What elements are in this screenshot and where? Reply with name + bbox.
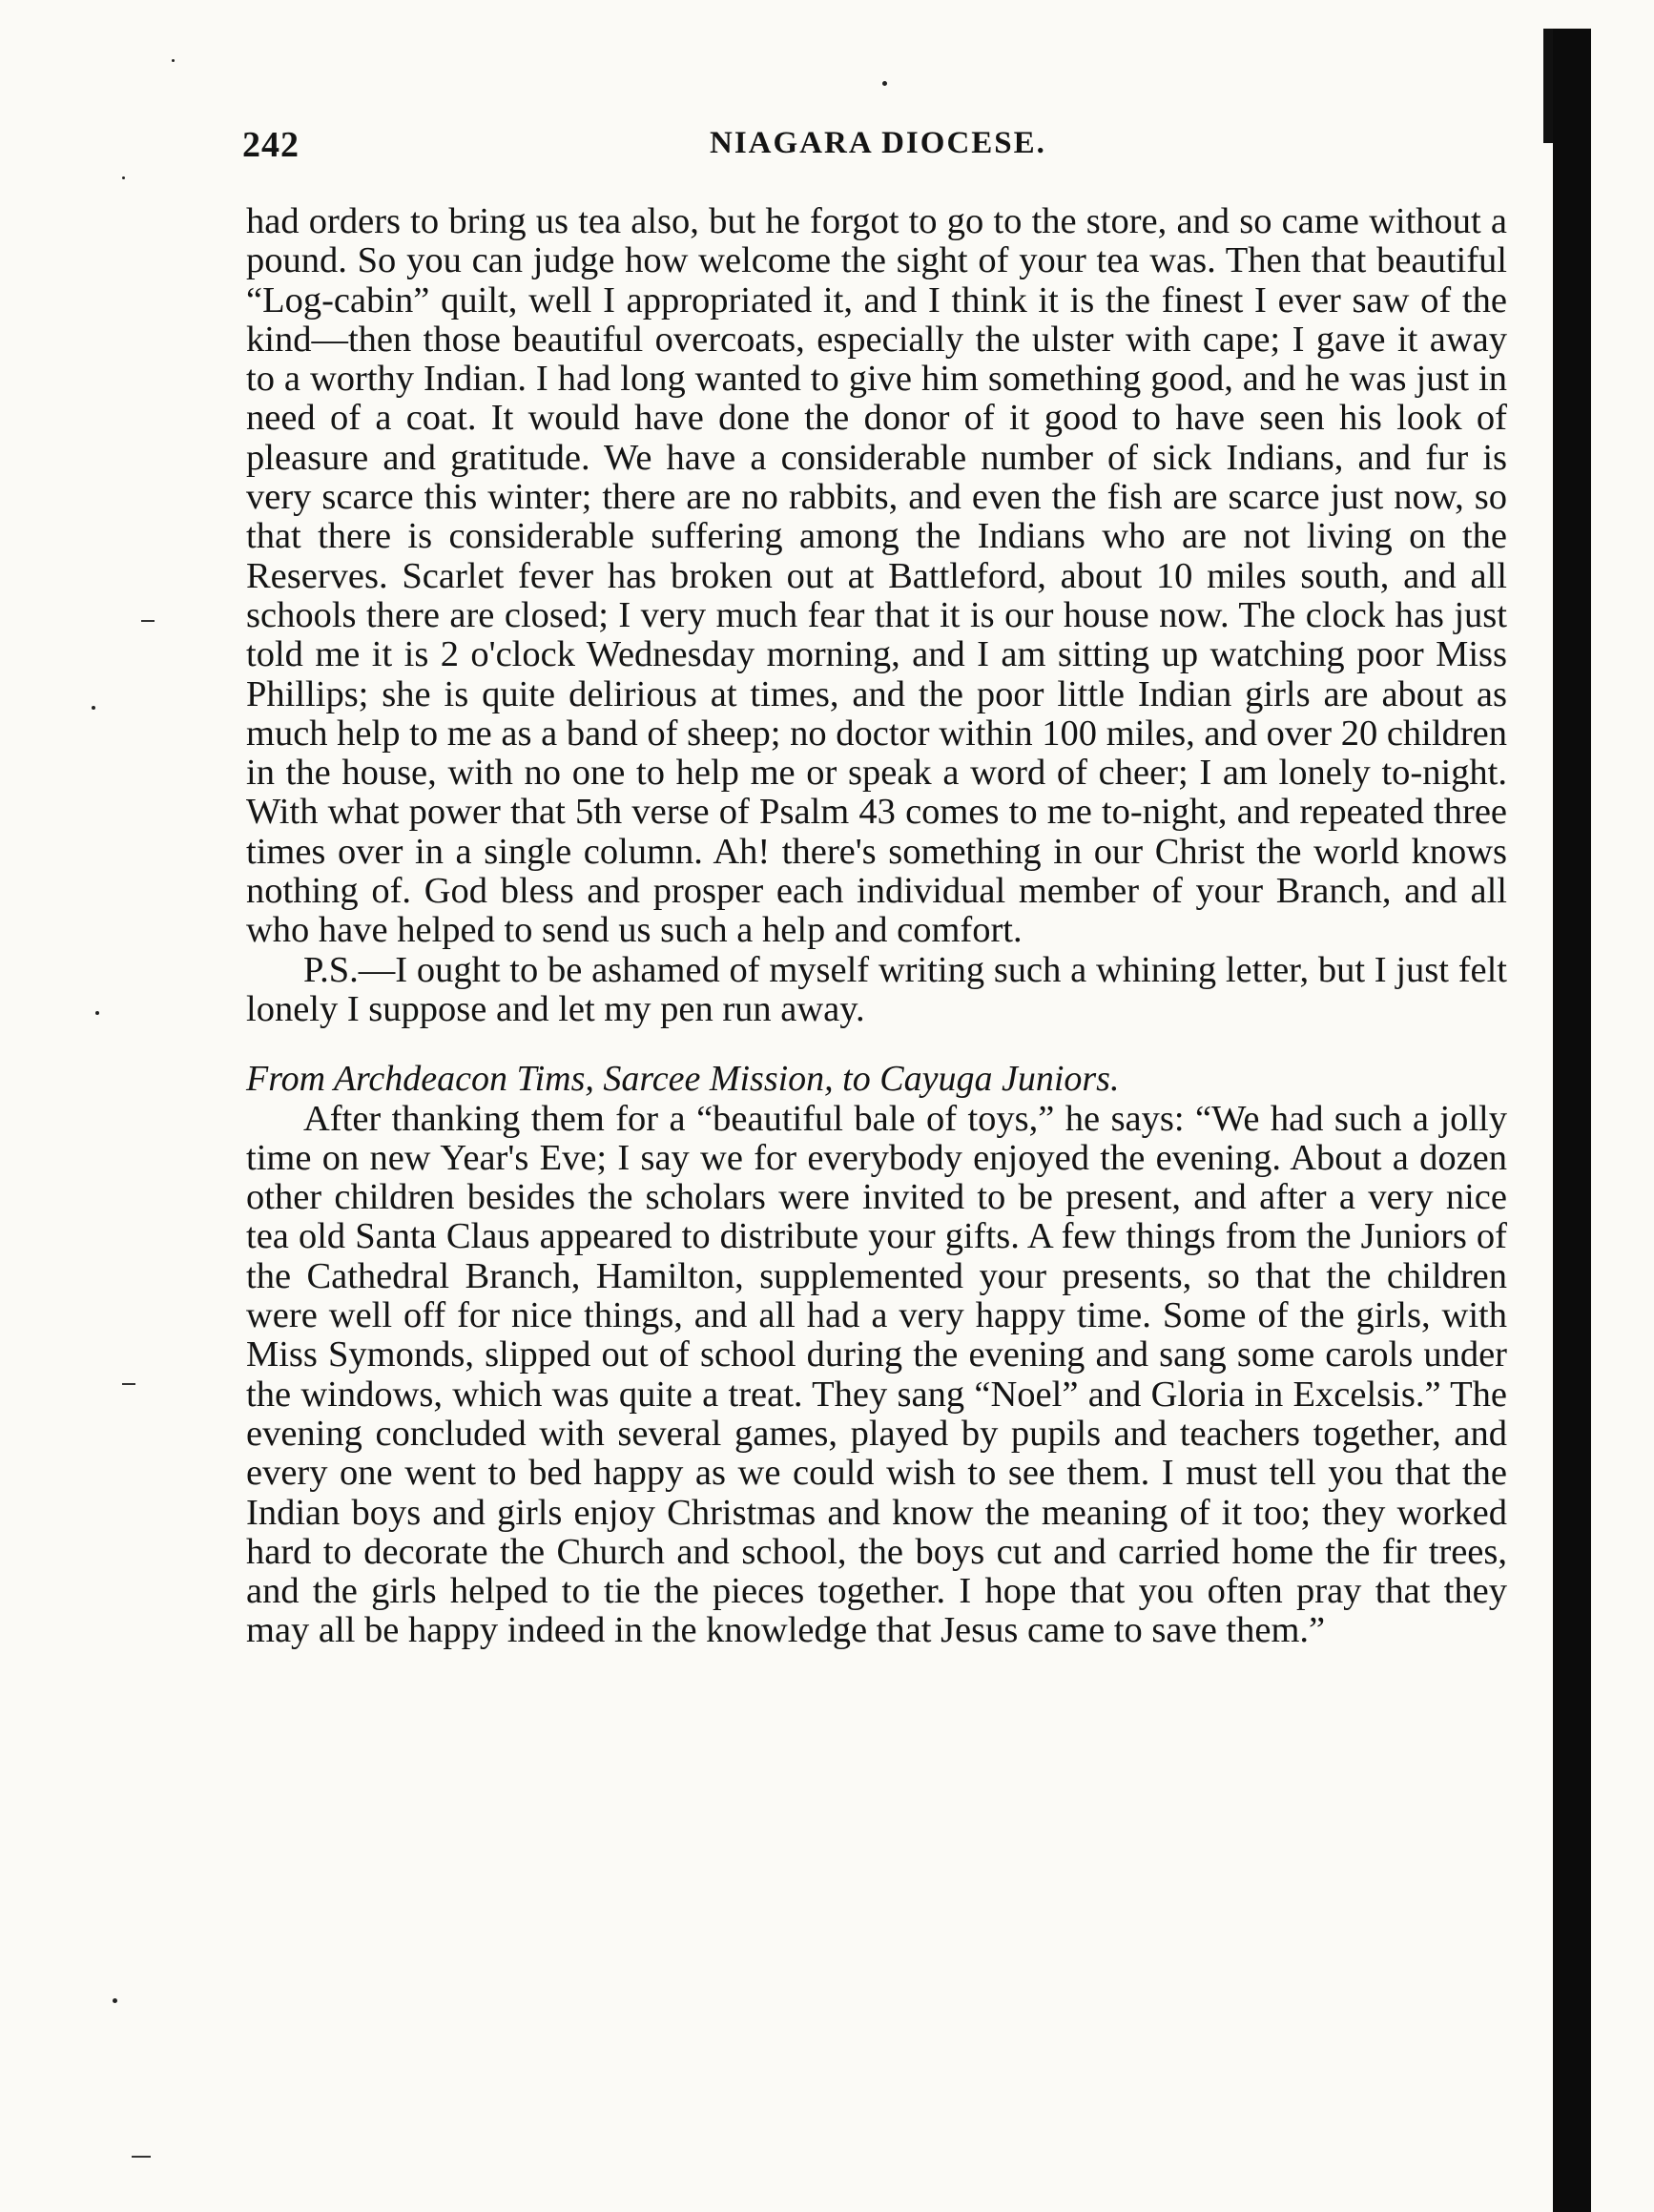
scan-mark [141,620,155,622]
page-number: 242 [242,125,300,165]
page-body [246,202,1507,1651]
scan-mark [122,1383,135,1385]
scan-mark [132,2156,151,2158]
letter-postscript: P.S.—I ought to be ashamed of myself writing such a whining letter, but I just felt lonely I suppose and let my pen run away. [246,949,1507,1029]
scan-speck [882,81,887,86]
scan-speck [122,176,125,179]
running-title: NIAGARA DIOCESE. [710,126,1046,160]
scan-speck [92,706,95,710]
letter-paragraph: had orders to bring us tea also, but he forgot to go to the store, and so came without a pound. So you can judge how welcome the sight of your tea was. Then that beautiful “Log-cabin” quilt, well I appropriated it, and I think it is the finest I ever saw of the kind—then those beautiful overcoats, especially the ulster with cape; I gave it away to a worthy Indian. I had long wanted to give him something good, and he was just in need of a coat. It would have done the donor of it good to have seen his look of pleasure and gratitude. We have a considerable number of sick Indians, and fur is very scarce this winter; there are no rabbits, and even the fish are scarce just now, so that there is considerable suffering among the Indians who are not living on the Reserves. Scarlet fever has broken out at Battleford, about 10 miles south, and all schools there are closed; I very much fear that it is our house now. The clock has just told me it is 2 o'clock Wednesday morning, and I am sitting up watching poor Miss Phillips; she is quite delirious at times, and the poor little Indian girls are about as much help to me as a band of sheep; no doctor within 100 miles, and over 20 children in the house, with no one to help me or speak a word of cheer; I am lonely to-night. With what power that 5th verse of Psalm 43 comes to me to-night, and repeated three times over in a single column. Ah! there's something in our Christ the world knows nothing of. God bless and prosper each individual member of your Branch, and all who have helped to send us such a help and comfort. [246,201,1507,951]
binding-edge-shadow [1553,29,1591,2212]
section-paragraph: After thanking them for a “beautiful bale of toys,” he says: “We had such a jolly time on new Year's Eve; I say we for everybody enjoyed the evening. About a dozen other children besides the scholars were invited to be present, and after a very nice tea old Santa Claus appeared to distribute your gifts. A few things from the Juniors of the Cathedral Branch, Hamilton, supplemented your presents, so that the children were well off for nice things, and all had a very happy time. Some of the girls, with Miss Symonds, slipped out of school during the evening and sang some carols under the windows, which was quite a treat. They sang “Noel” and Gloria in Excelsis.” The evening concluded with several games, played by pupils and teachers together, and every one went to bed happy as we could wish to see them. I must tell you that the Indian boys and girls enjoy Christmas and know the meaning of it too; they worked hard to decorate the Church and school, the boys cut and carried home the fir trees, and the girls helped to tie the pieces together. I hope that you often pray that they may all be happy indeed in the knowledge that Jesus came to save them.” [246,1098,1507,1651]
page-header [242,124,1520,181]
section-heading: From Archdeacon Tims, Sarcee Mission, to Cayuga Juniors. [246,1059,1120,1100]
scan-speck [95,1011,99,1015]
section-spacer [246,1029,1507,1060]
scan-speck [113,1998,117,2003]
scan-speck [172,59,175,62]
